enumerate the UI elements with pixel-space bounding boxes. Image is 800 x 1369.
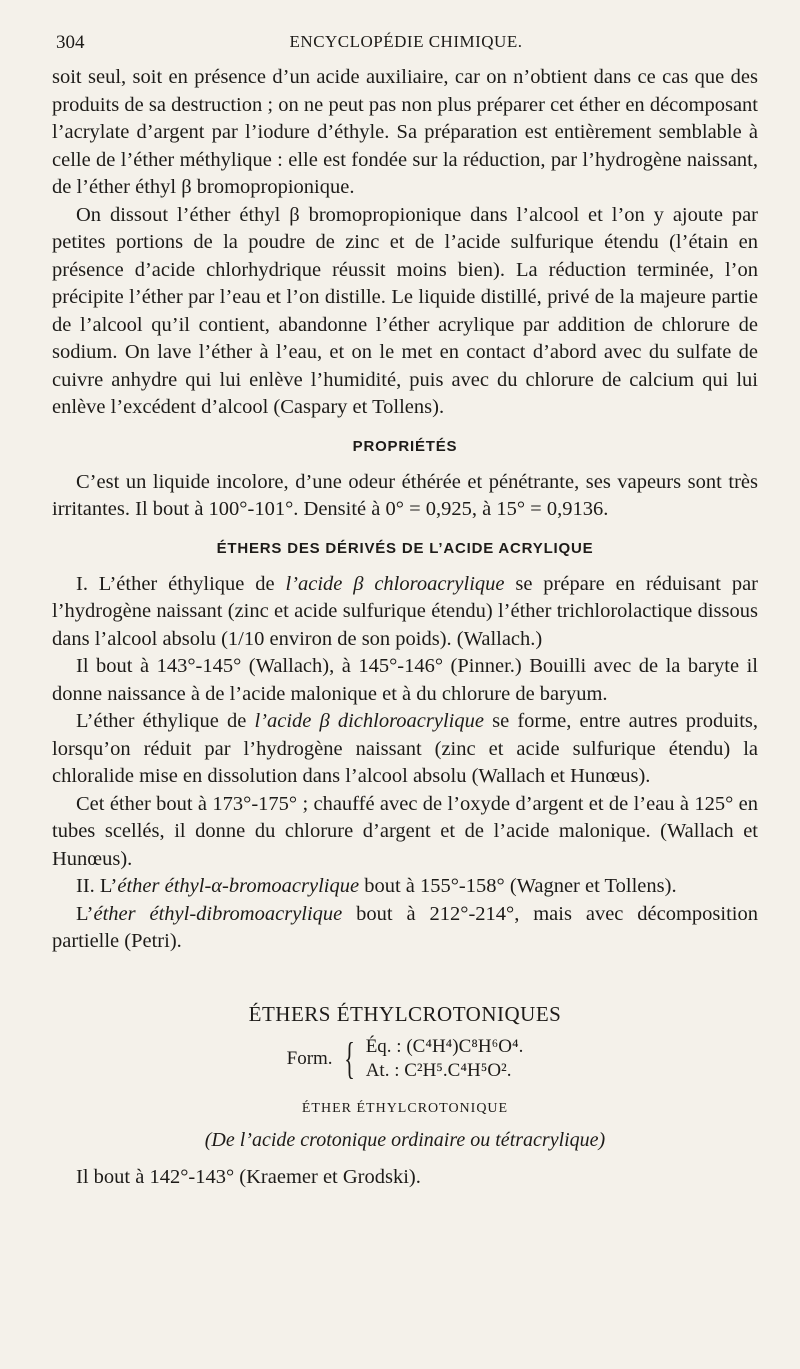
brace-glyph: {: [343, 1033, 355, 1083]
paragraph-crotonique-ebullition: Il bout à 142°-143° (Kraemer et Grodski).: [76, 1165, 421, 1188]
subtitle-acide-crotonique: (De l’acide crotonique ordinaire ou tétracrylique): [204, 1128, 606, 1151]
running-title: ENCYCLOPÉDIE CHIMIQUE.: [289, 32, 523, 51]
paragraph-bromoacrylique: II. L’éther éthyl-α-bromoacrylique bout à 155°-158° (Wagner et Tollens).: [76, 875, 677, 897]
formula-block: [52, 1035, 758, 1083]
subheading-ether-ethylcrotonique: ÉTHER ÉTHYLCROTONIQUE: [301, 1100, 509, 1116]
formula-label: Form.: [286, 1047, 333, 1069]
formula-equivalent: Éq. : (C⁴H⁴)C⁸H⁶O⁴.: [365, 1035, 524, 1057]
paragraph-continuation: soit seul, soit en présence d’un acide auxiliaire, car on n’obtient dans ce cas que des produits de sa destruction ; on ne peut pas non plus préparer cet éther en décomposant l’acrylate d’argent par l’iodure d’éthyle. Sa préparation est entièrement semblable à celle de l’éther méthylique : elle est fondée sur la réduction, par l’hydrogène naissant, de l’éther éthyl β bromopropionique.: [52, 66, 758, 198]
heading-proprietes: PROPRIÉTÉS: [352, 437, 458, 455]
page-number: 304: [56, 32, 85, 53]
paragraph-dichloro-ebullition: Cet éther bout à 173°-175° ; chauffé avec de l’oxyde d’argent et de l’eau à 125° en tubes scellés, il donne du chlorure d’argent et de l’acide malonique. (Wallach et Hunœus).: [52, 792, 758, 870]
formula-atomic: At. : C²H⁵.C⁴H⁵O².: [365, 1059, 512, 1081]
paragraph-dibromoacrylique: L’éther éthyl-dibromoacrylique bout à 212°-214°, mais avec décomposition partielle (Petri).: [52, 902, 758, 952]
paragraph-chloroacrylique: I. L’éther éthylique de l’acide β chloroacrylique se prépare en réduisant par l’hydrogène naissant (zinc et acide sulfurique étendu) l’éther trichlorolactique dissous dans l’alcool absolu (1/10 environ de son poids). (Wallach.): [52, 572, 758, 650]
paragraph-proprietes: C’est un liquide incolore, d’une odeur éthérée et pénétrante, ses vapeurs sont très irritantes. Il bout à 100°-101°. Densité à 0° = 0,925, à 15° = 0,9136.: [52, 470, 758, 520]
heading-derives: ÉTHERS DES DÉRIVÉS DE L’ACIDE ACRYLIQUE: [216, 539, 594, 557]
paragraph-chloro-ebullition: Il bout à 143°-145° (Wallach), à 145°-146° (Pinner.) Bouilli avec de la baryte il donne naissance à de l’acide malonique et à du chlorure de baryum.: [52, 655, 758, 705]
paragraph-preparation: On dissout l’éther éthyl β bromopropionique dans l’alcool et l’on y ajoute par petites portions de la poudre de zinc et de l’acide sulfurique étendu (l’étain en présence d’acide chlorhydrique réussit moins bien). La réduction terminée, l’on précipite l’éther par l’eau et l’on distille. Le liquide distillé, privé de la majeure partie de l’alcool qu’il contient, abandonne l’éther acrylique par addition de chlorure de sodium. On lave l’éther à l’eau, et on le met en contact d’abord avec du sulfate de cuivre anhydre qui lui enlève l’humidité, puis avec du chlorure de calcium qui lui enlève l’excédent d’alcool (Caspary et Tollens).: [52, 203, 758, 418]
page-body: [52, 64, 758, 1191]
page-header: [56, 32, 756, 58]
heading-ethylcrotoniques: ÉTHERS ÉTHYLCROTONIQUES: [248, 1001, 562, 1026]
paragraph-dichloroacrylique: L’éther éthylique de l’acide β dichloroacrylique se forme, entre autres produits, lorsqu’on réduit par l’hydrogène naissant (zinc et acide sulfurique étendu) la chloralide mise en dissolution dans l’alcool absolu (Wallach et Hunœus).: [52, 710, 759, 787]
